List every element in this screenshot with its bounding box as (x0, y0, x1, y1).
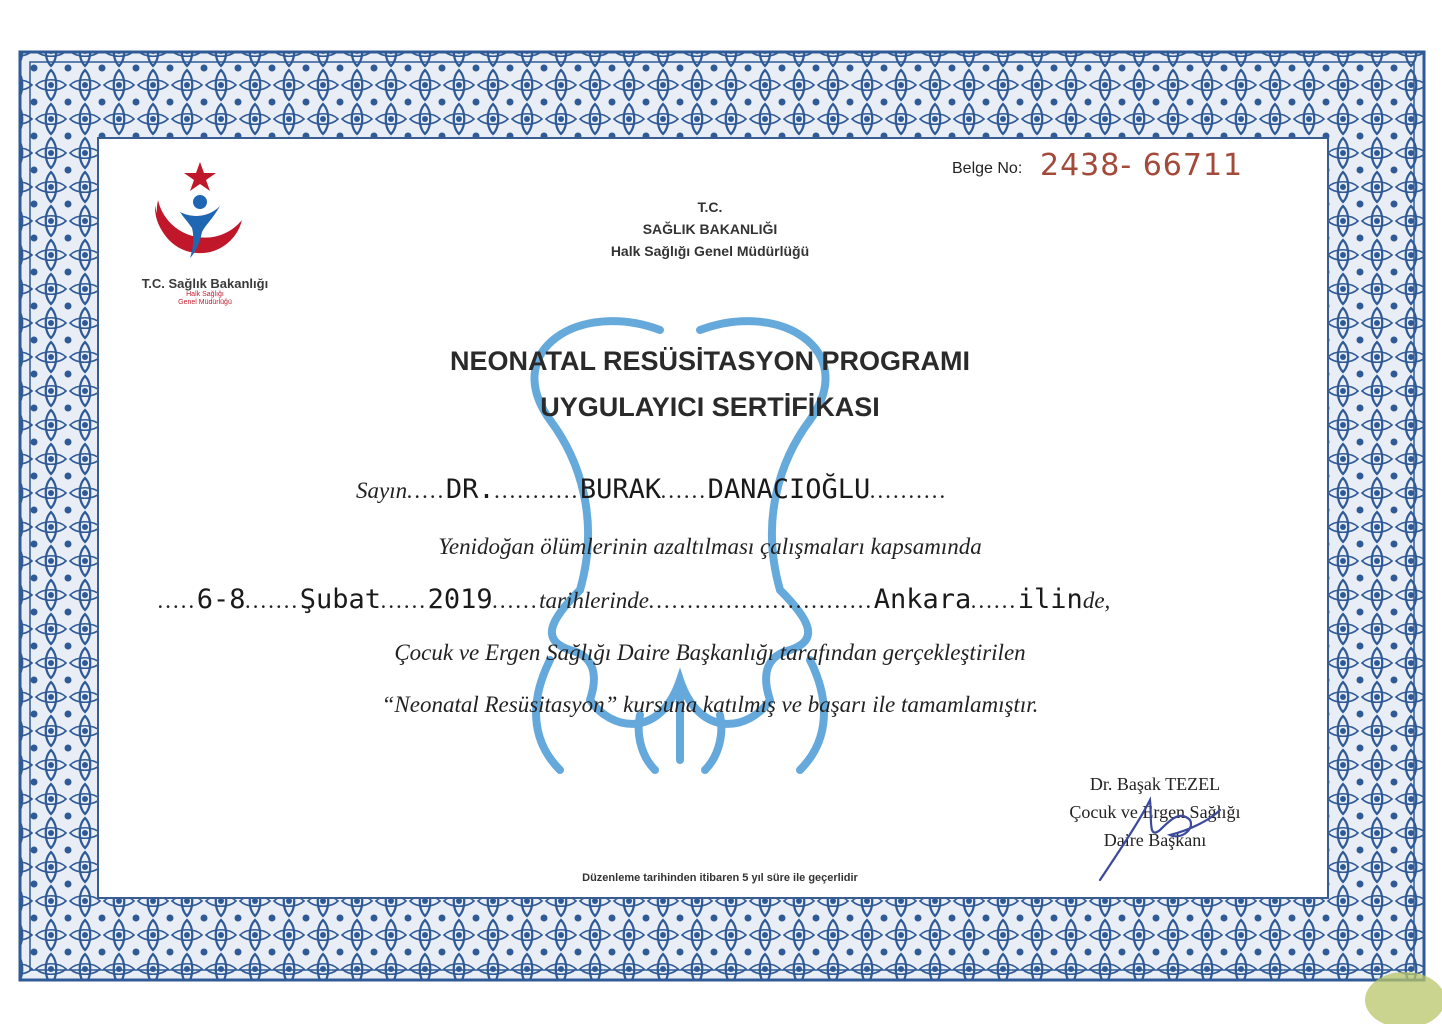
org-line-directorate: Halk Sağlığı Genel Müdürlüğü (610, 243, 810, 259)
logo-subtitle-line2: Genel Müdürlüğü (178, 299, 232, 306)
tarih-label: tarihlerinde (539, 588, 649, 613)
handwritten-signature (1090, 780, 1230, 890)
document-number-label: Belge No: (952, 160, 1023, 177)
title-line1: NEONATAL RESÜSİTASYON PROGRAMI (449, 346, 971, 376)
org-line-tc: T.C. (697, 199, 723, 215)
signatory-name: Dr. Başak TEZEL (1089, 774, 1221, 794)
logo-subtitle (150, 291, 260, 307)
city-suffix: de, (1082, 588, 1111, 613)
certificate-title (320, 338, 1100, 430)
sayin-label: Sayın (356, 478, 408, 503)
org-header (560, 196, 860, 262)
body-line-2: Yenidoğan ölümlerinin azaltılması çalışmaları kapsamında (438, 534, 982, 559)
recipient-first-name: BURAK (579, 474, 662, 505)
city-suffix-handwritten: ilin (1017, 584, 1083, 615)
body-line-4: Çocuk ve Ergen Sağlığı Daire Başkanlığı tarafından gerçekleştirilen (394, 640, 1026, 665)
ministry-logo-icon (140, 160, 260, 270)
validity-note: Düzenleme tarihinden itibaren 5 yıl süre ile geçerlidir (582, 872, 858, 884)
logo-title: T.C. Sağlık Bakanlığı (141, 276, 269, 291)
date-year: 2019 (427, 584, 493, 615)
signatory-role-1: Çocuk ve Ergen Sağlığı (1069, 802, 1241, 822)
date-location-line: .....6-8.......Şubat......2019......tarihlerinde.............................Ankara......ilinde, (158, 584, 1111, 615)
logo-subtitle-line1: Halk Sağlığı (186, 291, 224, 298)
recipient-last-name: DANACIOĞLU (707, 474, 871, 505)
city-name: Ankara (873, 584, 972, 615)
date-month: Şubat (299, 584, 382, 615)
recipient-title: DR. (445, 474, 495, 505)
document-number-value: 2438- 66711 (1040, 148, 1244, 183)
date-days: 6-8 (196, 584, 246, 615)
org-line-ministry: SAĞLIK BAKANLIĞI (642, 221, 778, 237)
signatory-role-2: Daire Başkanı (1103, 830, 1207, 850)
body-line-5: “Neonatal Resüsitasyon” kursuna katılmış ve başarı ile tamamlamıştır. (381, 692, 1039, 717)
title-line2: UYGULAYICI SERTİFİKASI (540, 392, 880, 422)
recipient-line: Sayın.....DR............BURAK......DANACIOĞLU.......... (356, 474, 948, 505)
